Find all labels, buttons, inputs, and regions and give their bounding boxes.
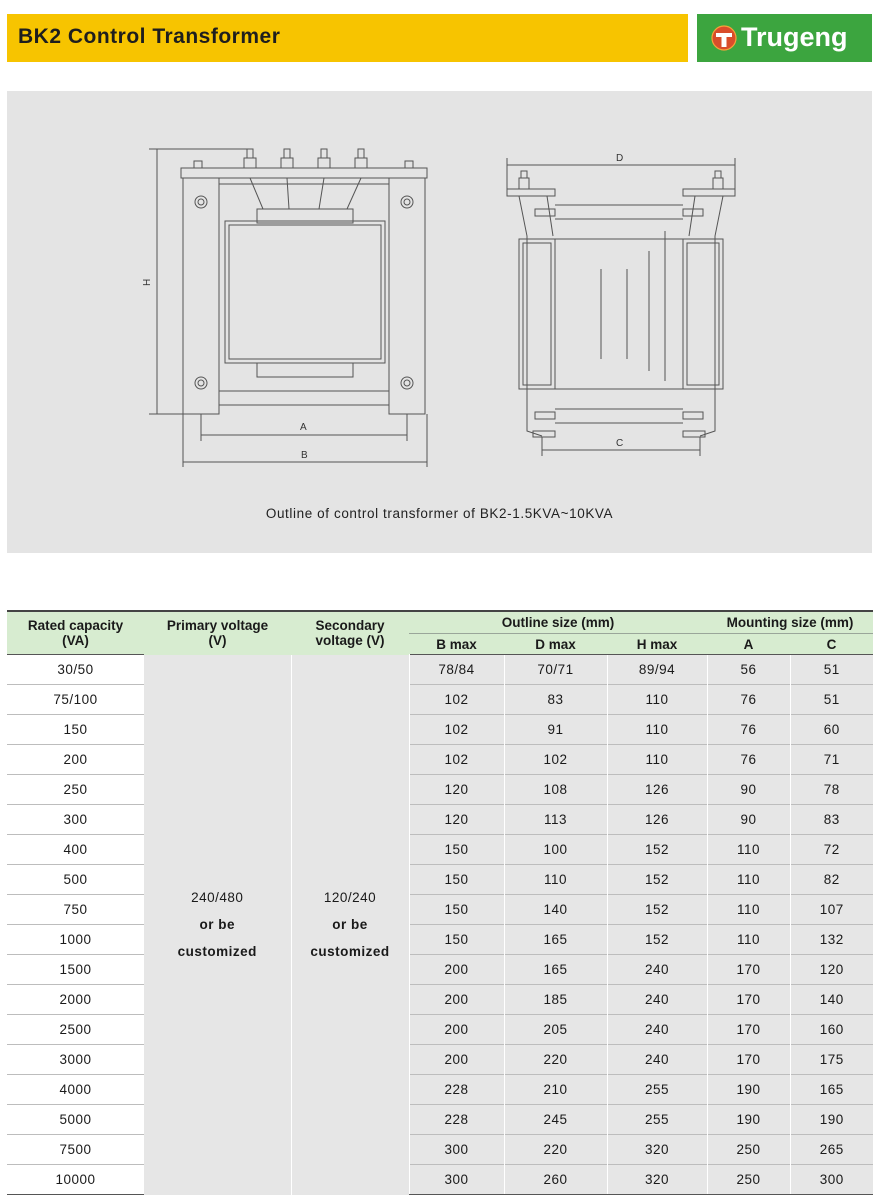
cell-d-max: 220 xyxy=(504,1045,607,1075)
table-row xyxy=(7,1165,873,1195)
spec-table-body xyxy=(7,655,873,1195)
cell-rated-capacity: 2000 xyxy=(7,985,144,1015)
cell-h-max: 152 xyxy=(607,895,707,925)
secondary-voltage-line2: or be xyxy=(332,917,368,932)
cell-b-max: 150 xyxy=(409,865,504,895)
cell-b-max: 102 xyxy=(409,715,504,745)
cell-d-max: 165 xyxy=(504,925,607,955)
header-h-max: H max xyxy=(607,634,707,655)
table-row xyxy=(7,955,873,985)
cell-h-max: 126 xyxy=(607,775,707,805)
table-row xyxy=(7,865,873,895)
cell-rated-capacity: 3000 xyxy=(7,1045,144,1075)
cell-b-max: 120 xyxy=(409,805,504,835)
cell-h-max: 152 xyxy=(607,865,707,895)
cell-h-max: 152 xyxy=(607,925,707,955)
secondary-voltage-line3: customized xyxy=(310,944,390,959)
cell-h-max: 320 xyxy=(607,1135,707,1165)
cell-a: 90 xyxy=(707,805,790,835)
primary-voltage-line2: or be xyxy=(199,917,235,932)
primary-voltage-value: 240/480 xyxy=(191,890,244,905)
table-row xyxy=(7,1015,873,1045)
cell-d-max: 83 xyxy=(504,685,607,715)
cell-c: 132 xyxy=(790,925,873,955)
cell-rated-capacity: 1500 xyxy=(7,955,144,985)
cell-a: 76 xyxy=(707,685,790,715)
title-bar xyxy=(7,14,688,62)
cell-h-max: 320 xyxy=(607,1165,707,1195)
cell-rated-capacity: 200 xyxy=(7,745,144,775)
header-primary-voltage: Primary voltage (V) xyxy=(144,611,291,655)
cell-b-max: 200 xyxy=(409,985,504,1015)
cell-b-max: 102 xyxy=(409,745,504,775)
cell-a: 190 xyxy=(707,1075,790,1105)
cell-a: 250 xyxy=(707,1165,790,1195)
table-row xyxy=(7,1135,873,1165)
cell-rated-capacity: 300 xyxy=(7,805,144,835)
cell-rated-capacity: 2500 xyxy=(7,1015,144,1045)
cell-h-max: 240 xyxy=(607,1015,707,1045)
cell-c: 160 xyxy=(790,1015,873,1045)
cell-b-max: 228 xyxy=(409,1105,504,1135)
cell-d-max: 113 xyxy=(504,805,607,835)
cell-primary-voltage xyxy=(144,655,291,1195)
page-title: BK2 Control Transformer xyxy=(18,25,281,48)
table-row xyxy=(7,835,873,865)
header-a: A xyxy=(707,634,790,655)
table-row xyxy=(7,745,873,775)
cell-a: 110 xyxy=(707,865,790,895)
cell-a: 170 xyxy=(707,1015,790,1045)
cell-h-max: 255 xyxy=(607,1075,707,1105)
cell-a: 56 xyxy=(707,655,790,685)
header-rated-capacity: Rated capacity (VA) xyxy=(7,611,144,655)
cell-a: 110 xyxy=(707,835,790,865)
cell-rated-capacity: 500 xyxy=(7,865,144,895)
cell-d-max: 205 xyxy=(504,1015,607,1045)
cell-b-max: 300 xyxy=(409,1135,504,1165)
cell-b-max: 150 xyxy=(409,835,504,865)
cell-d-max: 140 xyxy=(504,895,607,925)
cell-d-max: 100 xyxy=(504,835,607,865)
cell-c: 265 xyxy=(790,1135,873,1165)
header-outline-size: Outline size (mm) xyxy=(409,611,707,634)
cell-rated-capacity: 750 xyxy=(7,895,144,925)
cell-h-max: 240 xyxy=(607,955,707,985)
cell-c: 51 xyxy=(790,655,873,685)
cell-c: 78 xyxy=(790,775,873,805)
cell-b-max: 102 xyxy=(409,685,504,715)
cell-a: 90 xyxy=(707,775,790,805)
cell-c: 107 xyxy=(790,895,873,925)
cell-c: 51 xyxy=(790,685,873,715)
cell-c: 140 xyxy=(790,985,873,1015)
cell-rated-capacity: 75/100 xyxy=(7,685,144,715)
outline-drawing-panel xyxy=(7,91,872,553)
table-row xyxy=(7,805,873,835)
cell-c: 82 xyxy=(790,865,873,895)
secondary-voltage-value: 120/240 xyxy=(323,890,377,905)
cell-h-max: 152 xyxy=(607,835,707,865)
dim-label-h: H xyxy=(142,278,153,286)
cell-a: 110 xyxy=(707,895,790,925)
cell-d-max: 185 xyxy=(504,985,607,1015)
cell-c: 120 xyxy=(790,955,873,985)
cell-h-max: 89/94 xyxy=(607,655,707,685)
cell-d-max: 210 xyxy=(504,1075,607,1105)
cell-d-max: 91 xyxy=(504,715,607,745)
table-row xyxy=(7,685,873,715)
cell-b-max: 78/84 xyxy=(409,655,504,685)
cell-a: 170 xyxy=(707,955,790,985)
spec-table xyxy=(7,610,873,1195)
cell-b-max: 150 xyxy=(409,925,504,955)
outline-drawing xyxy=(7,91,872,553)
cell-rated-capacity: 1000 xyxy=(7,925,144,955)
cell-rated-capacity: 400 xyxy=(7,835,144,865)
cell-d-max: 260 xyxy=(504,1165,607,1195)
cell-d-max: 220 xyxy=(504,1135,607,1165)
cell-d-max: 108 xyxy=(504,775,607,805)
table-row xyxy=(7,655,873,685)
cell-b-max: 120 xyxy=(409,775,504,805)
dim-label-a: A xyxy=(300,422,307,433)
cell-h-max: 126 xyxy=(607,805,707,835)
cell-a: 250 xyxy=(707,1135,790,1165)
table-row xyxy=(7,715,873,745)
table-row xyxy=(7,775,873,805)
trugeng-logo-icon xyxy=(711,25,737,51)
cell-a: 190 xyxy=(707,1105,790,1135)
cell-b-max: 300 xyxy=(409,1165,504,1195)
cell-h-max: 110 xyxy=(607,685,707,715)
cell-rated-capacity: 5000 xyxy=(7,1105,144,1135)
cell-c: 190 xyxy=(790,1105,873,1135)
cell-rated-capacity: 150 xyxy=(7,715,144,745)
cell-h-max: 110 xyxy=(607,715,707,745)
cell-h-max: 255 xyxy=(607,1105,707,1135)
cell-rated-capacity: 30/50 xyxy=(7,655,144,685)
cell-a: 76 xyxy=(707,715,790,745)
cell-d-max: 102 xyxy=(504,745,607,775)
table-row xyxy=(7,925,873,955)
cell-secondary-voltage xyxy=(291,655,409,1195)
drawing-caption: Outline of control transformer of BK2-1.5KVA~10KVA xyxy=(265,506,614,521)
cell-h-max: 240 xyxy=(607,1045,707,1075)
brand-name: Trugeng xyxy=(741,22,848,52)
cell-c: 165 xyxy=(790,1075,873,1105)
header-mounting-size: Mounting size (mm) xyxy=(707,611,873,634)
cell-rated-capacity: 4000 xyxy=(7,1075,144,1105)
cell-c: 72 xyxy=(790,835,873,865)
dim-label-b: B xyxy=(301,450,308,461)
cell-b-max: 228 xyxy=(409,1075,504,1105)
table-row xyxy=(7,985,873,1015)
cell-a: 110 xyxy=(707,925,790,955)
table-row xyxy=(7,895,873,925)
cell-d-max: 245 xyxy=(504,1105,607,1135)
table-row xyxy=(7,1105,873,1135)
cell-rated-capacity: 10000 xyxy=(7,1165,144,1195)
primary-voltage-line3: customized xyxy=(177,944,257,959)
header-c: C xyxy=(790,634,873,655)
table-row xyxy=(7,1075,873,1105)
cell-b-max: 200 xyxy=(409,1015,504,1045)
header-b-max: B max xyxy=(409,634,504,655)
brand-logo xyxy=(697,14,872,62)
cell-rated-capacity: 250 xyxy=(7,775,144,805)
cell-a: 170 xyxy=(707,1045,790,1075)
cell-b-max: 150 xyxy=(409,895,504,925)
cell-a: 170 xyxy=(707,985,790,1015)
cell-h-max: 240 xyxy=(607,985,707,1015)
cell-rated-capacity: 7500 xyxy=(7,1135,144,1165)
cell-c: 60 xyxy=(790,715,873,745)
header-secondary-voltage: Secondary voltage (V) xyxy=(291,611,409,655)
cell-c: 300 xyxy=(790,1165,873,1195)
cell-d-max: 110 xyxy=(504,865,607,895)
cell-h-max: 110 xyxy=(607,745,707,775)
cell-b-max: 200 xyxy=(409,1045,504,1075)
table-row xyxy=(7,1045,873,1075)
cell-d-max: 70/71 xyxy=(504,655,607,685)
cell-b-max: 200 xyxy=(409,955,504,985)
cell-a: 76 xyxy=(707,745,790,775)
header-d-max: D max xyxy=(504,634,607,655)
cell-c: 83 xyxy=(790,805,873,835)
cell-c: 175 xyxy=(790,1045,873,1075)
dim-label-c: C xyxy=(616,438,624,449)
dim-label-d: D xyxy=(616,153,624,164)
cell-c: 71 xyxy=(790,745,873,775)
cell-d-max: 165 xyxy=(504,955,607,985)
